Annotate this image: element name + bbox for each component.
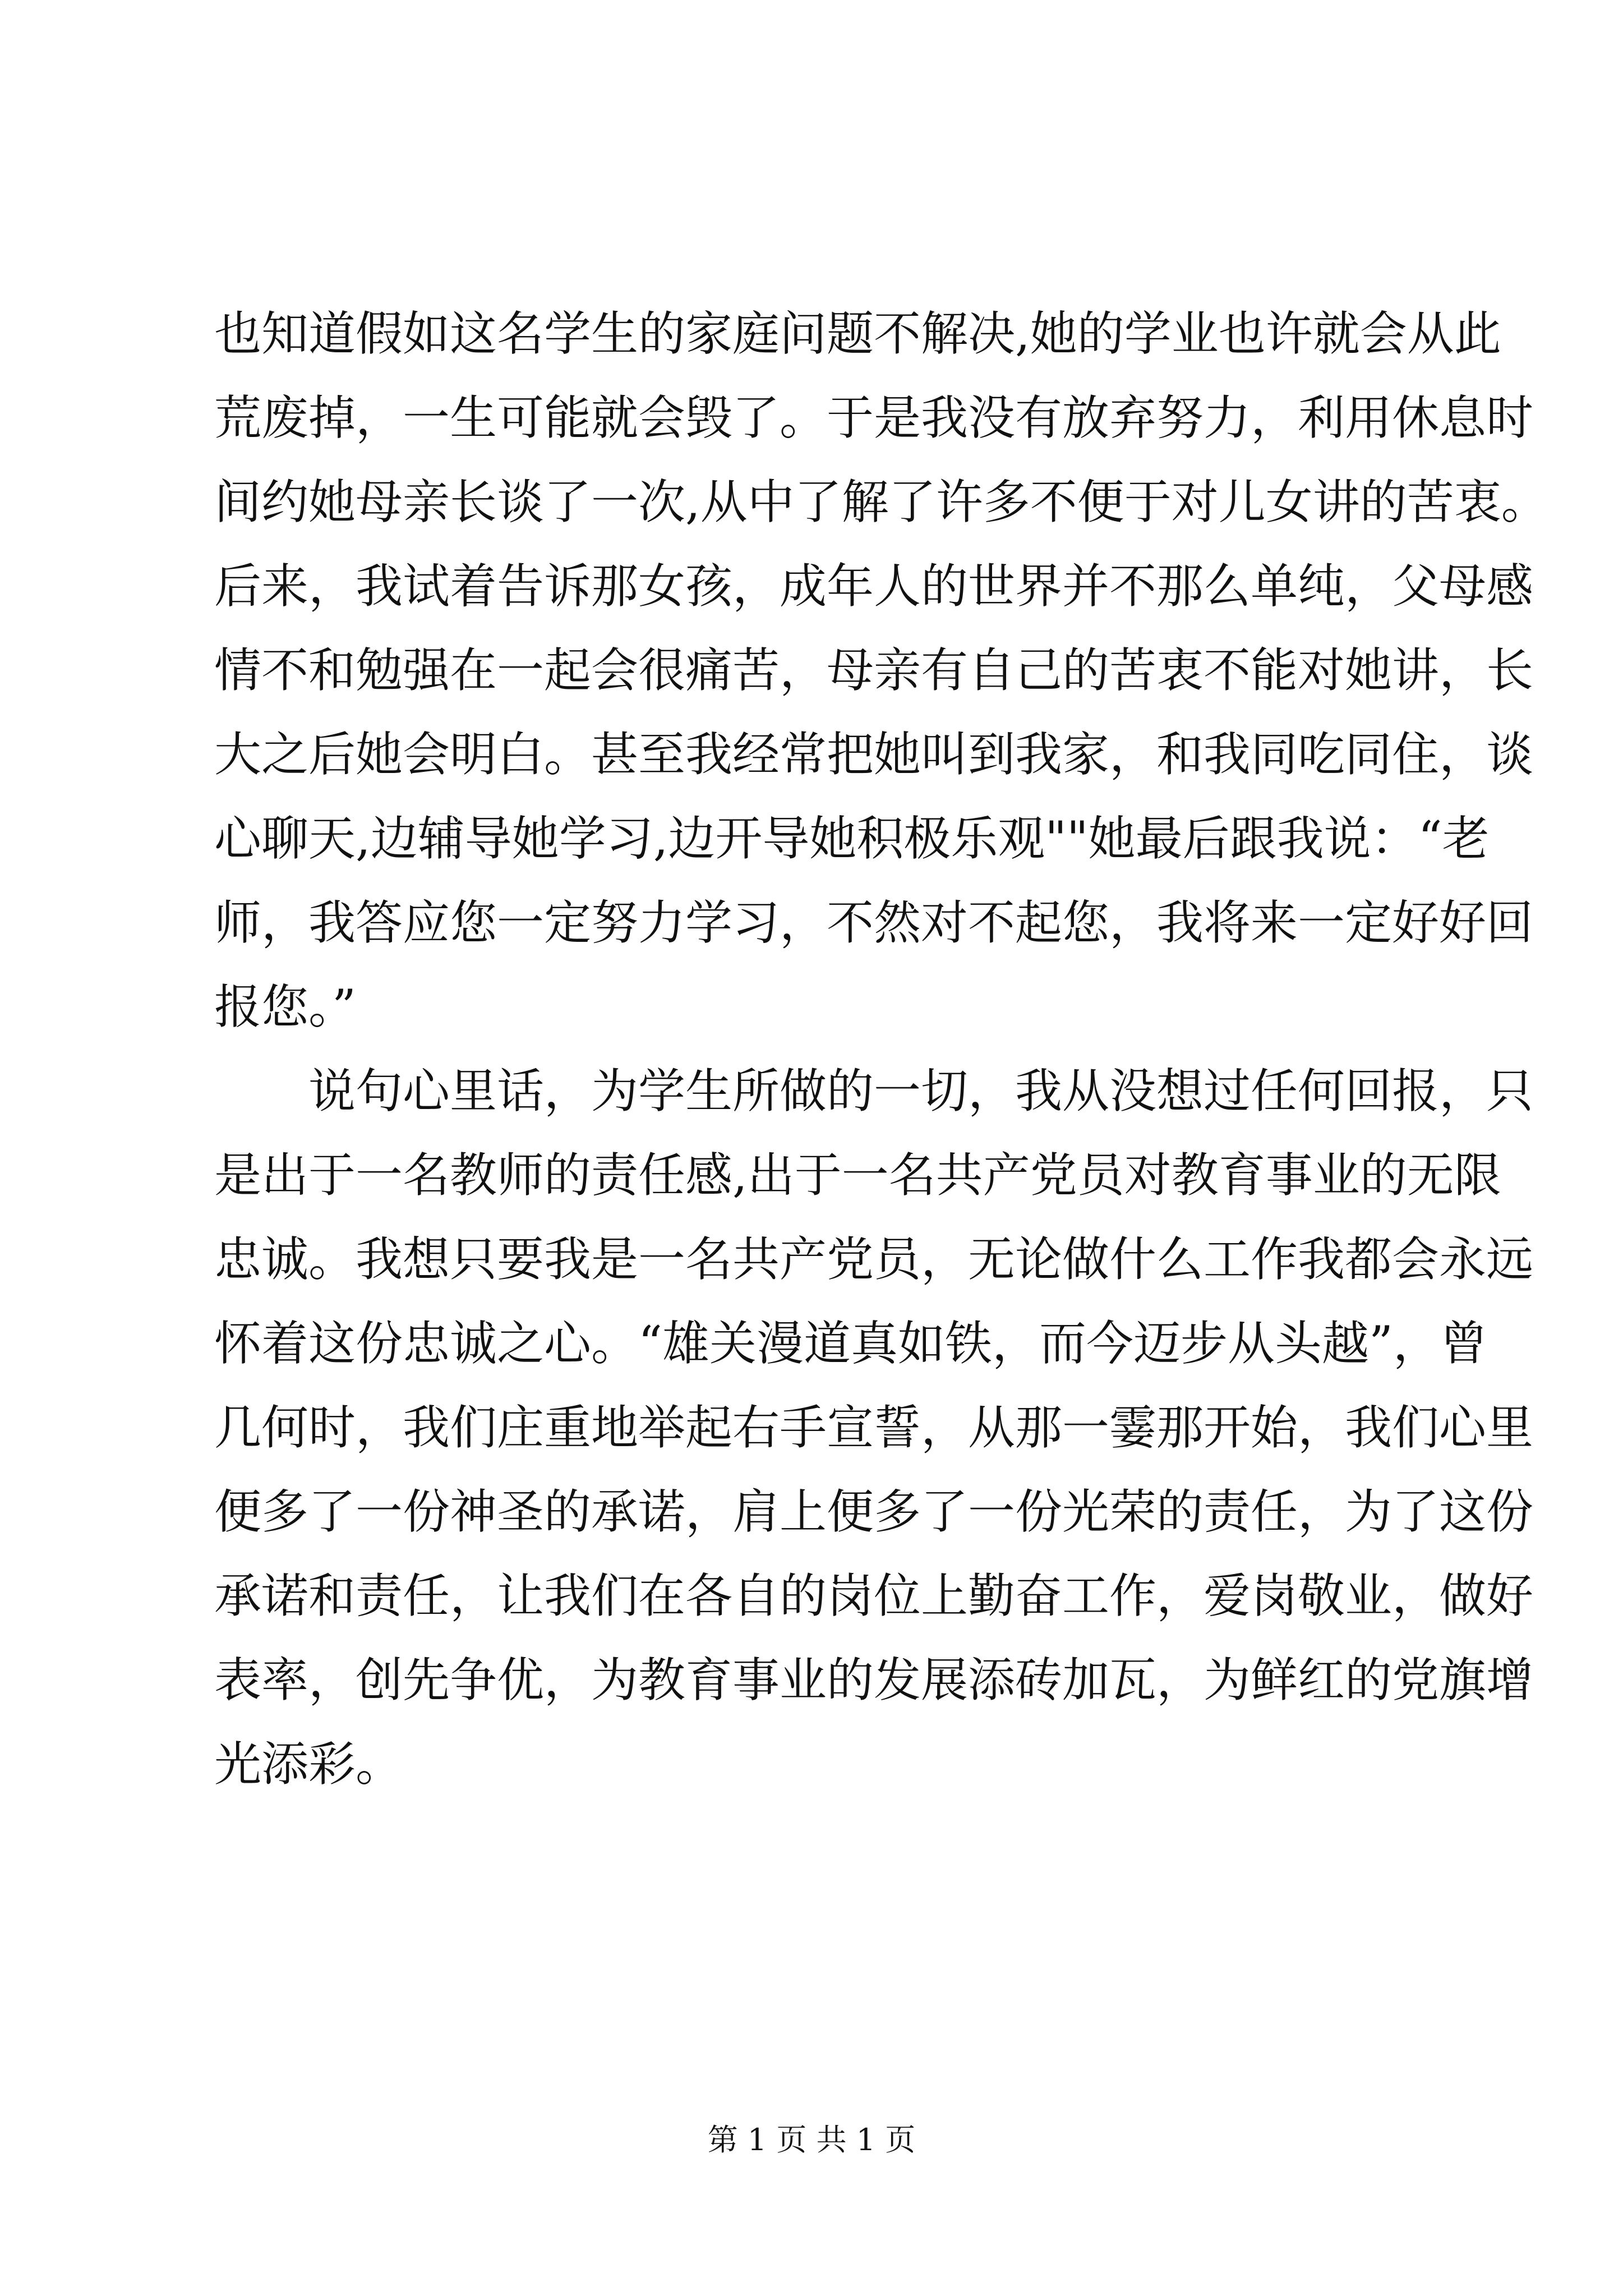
text-line: 师，我答应您一定努力学习，不然对不起您，我将来一定好好回 — [214, 895, 1534, 950]
text-line: 忠诚。我想只要我是一名共产党员，无论做什么工作我都会永远 — [214, 1232, 1534, 1287]
text-line: 情不和勉强在一起会很痛苦，母亲有自己的苦衷不能对她讲，长 — [214, 643, 1534, 698]
text-line: 表率，创先争优，为教育事业的发展添砖加瓦，为鲜红的党旗增 — [214, 1653, 1534, 1708]
text-line: 大之后她会明白。甚至我经常把她叫到我家，和我同吃同住，谈 — [214, 727, 1534, 782]
text-line: 是出于一名教师的责任感,出于一名共产党员对教育事业的无限 — [214, 1148, 1501, 1203]
text-line: 间约她母亲长谈了一次,从中了解了许多不便于对儿女讲的苦衷。 — [214, 475, 1548, 530]
text-line: 心聊天,边辅导她学习,边开导她积极乐观""她最后跟我说：“老 — [214, 811, 1490, 866]
text-line: 便多了一份神圣的承诺，肩上便多了一份光荣的责任，为了这份 — [214, 1484, 1534, 1539]
text-line: 几何时，我们庄重地举起右手宣誓，从那一霎那开始，我们心里 — [214, 1400, 1534, 1455]
text-line: 怀着这份忠诚之心。“雄关漫道真如铁，而今迈步从头越”，曾 — [214, 1316, 1487, 1371]
page-footer: 第 1 页 共 1 页 — [707, 2122, 916, 2157]
paragraph-1 — [214, 292, 1548, 1049]
text-line: 承诺和责任，让我们在各自的岗位上勤奋工作，爱岗敬业，做好 — [214, 1568, 1534, 1623]
text-line: 说句心里话，为学生所做的一切，我从没想过任何回报，只 — [214, 1064, 1534, 1119]
document-body — [214, 292, 1548, 1806]
paragraph-2 — [214, 1049, 1534, 1806]
text-line: 也知道假如这名学生的家庭问题不解决,她的学业也许就会从此 — [214, 306, 1501, 361]
text-line: 荒废掉，一生可能就会毁了。于是我没有放弃努力，利用休息时 — [214, 390, 1534, 445]
text-line: 后来，我试着告诉那女孩，成年人的世界并不那么单纯，父母感 — [214, 559, 1534, 614]
text-line: 报您。” — [214, 979, 356, 1034]
text-line: 光添彩。 — [214, 1737, 403, 1792]
